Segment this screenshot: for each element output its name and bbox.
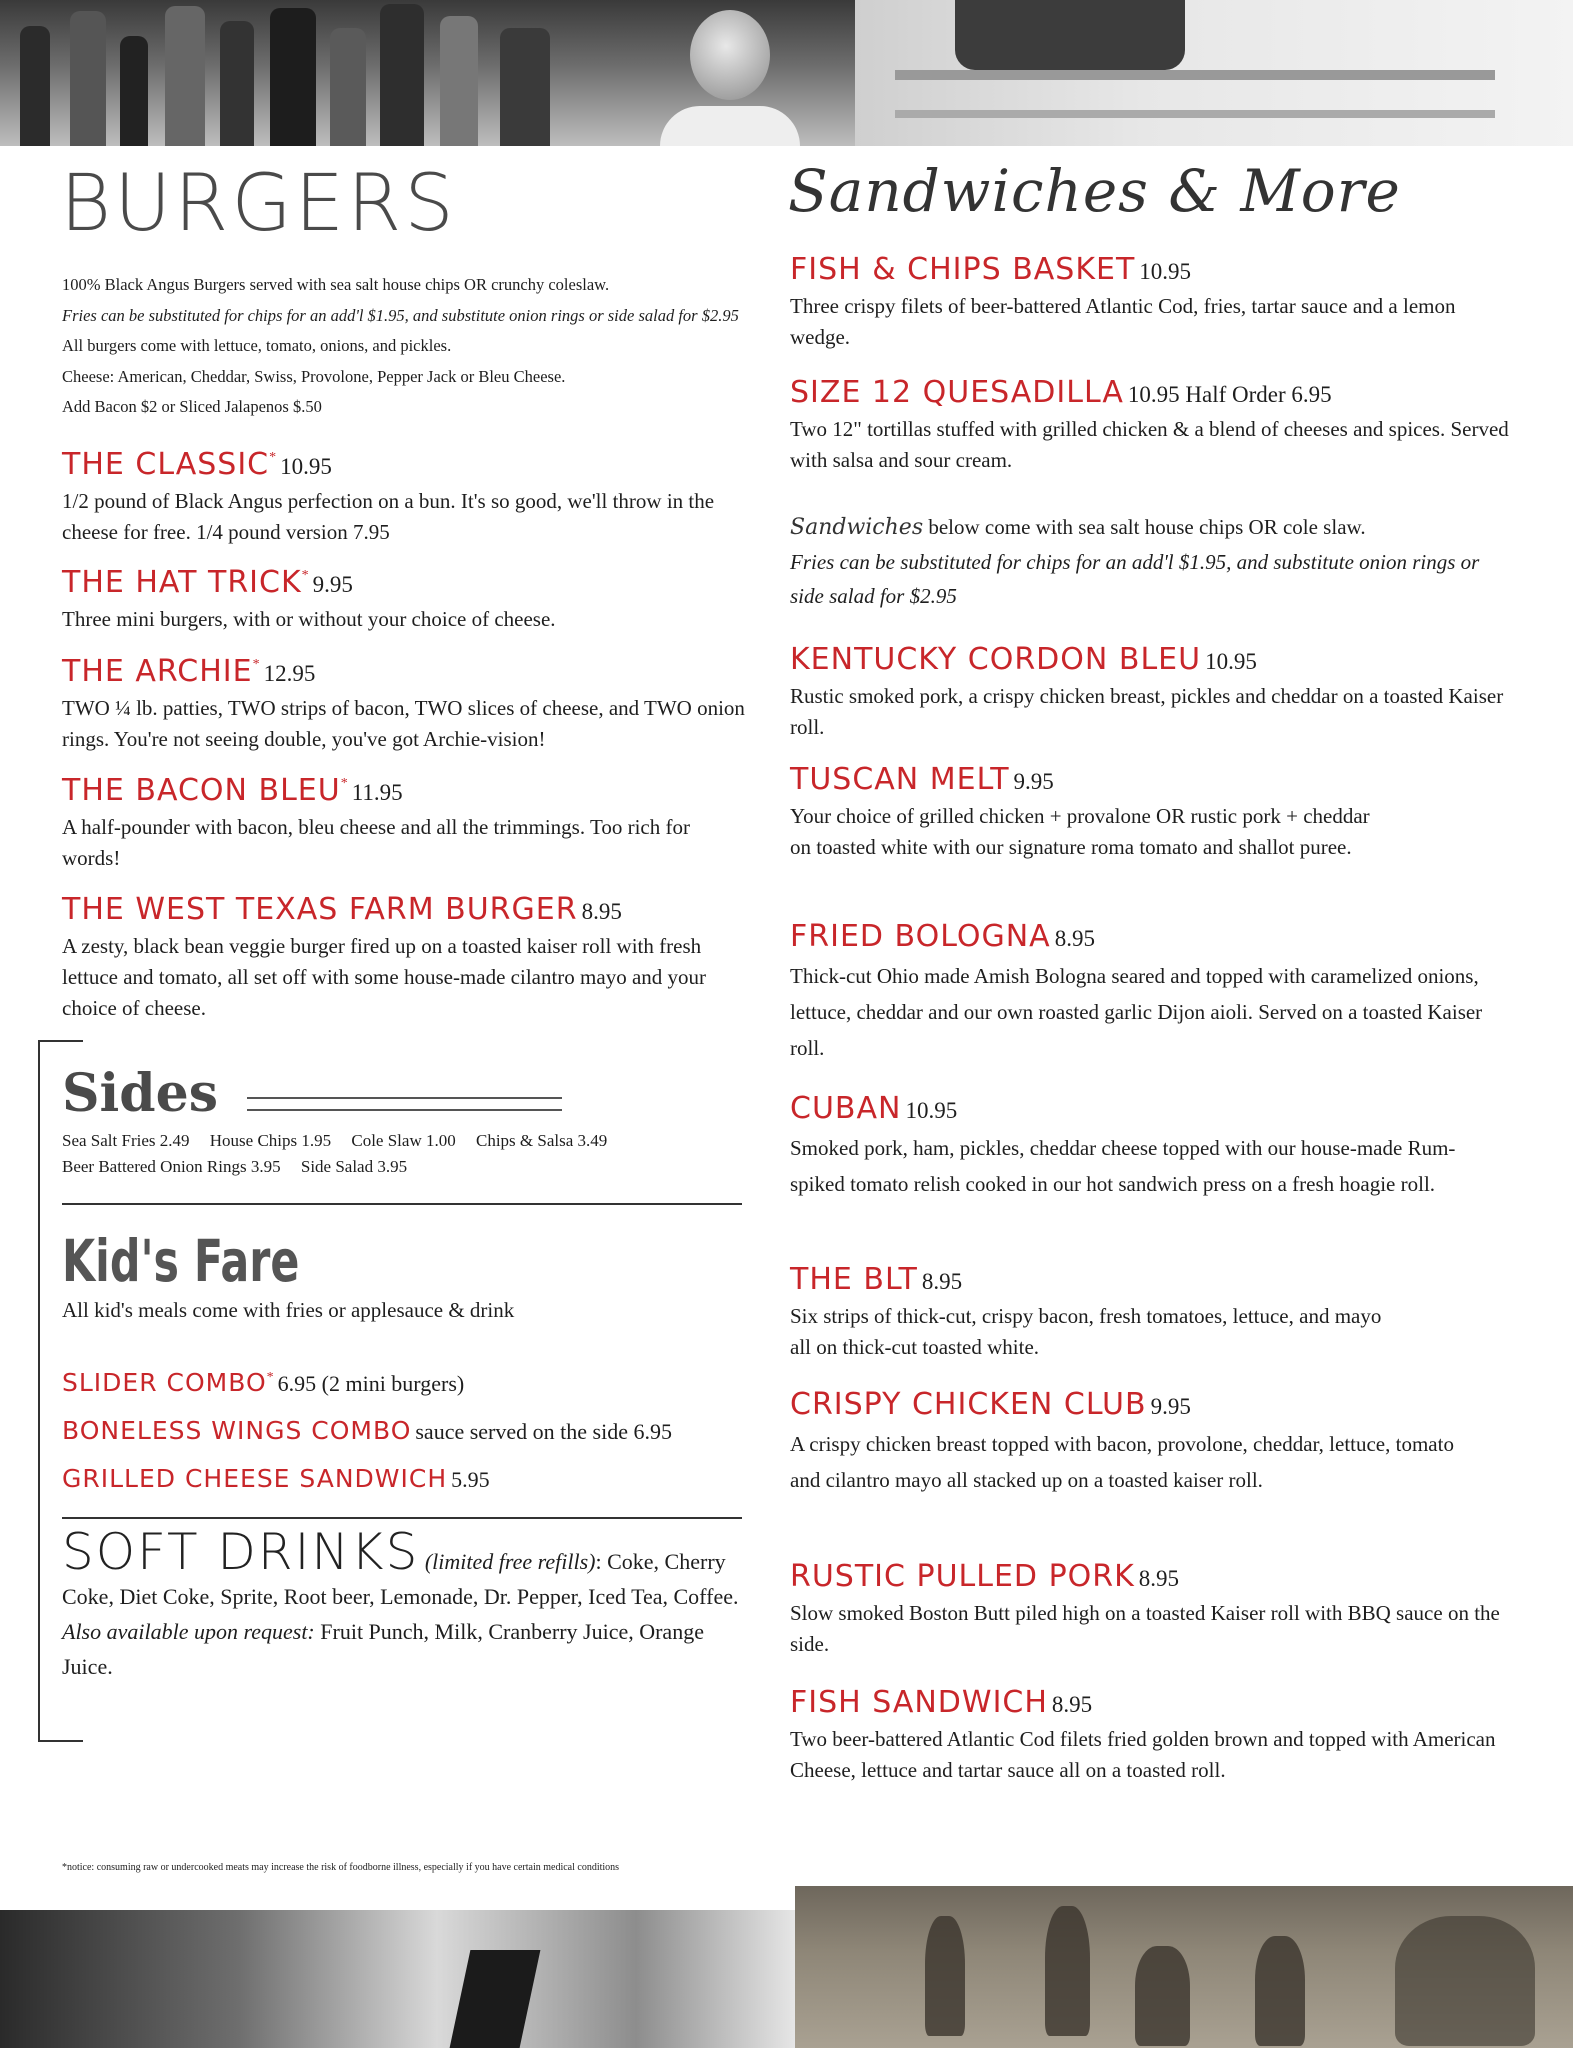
item-name: FISH & CHIPS BASKET	[790, 252, 1136, 287]
item-name: THE WEST TEXAS FARM BURGER	[62, 892, 578, 927]
item-name: CRISPY CHICKEN CLUB	[790, 1387, 1147, 1422]
drinks-refills: (limited free refills)	[424, 1549, 596, 1574]
item-name: FISH SANDWICH	[790, 1685, 1048, 1720]
item-description: 1/2 pound of Black Angus perfection on a bun. It's so good, we'll throw in the cheese for free. 1/4 pound version 7.95	[62, 489, 715, 544]
menu-item	[62, 892, 752, 1024]
drinks-heading: SOFT DRINKS	[62, 1523, 420, 1581]
menu-item	[62, 447, 752, 548]
menu-item	[790, 1685, 1510, 1786]
item-price: 10.95	[1205, 649, 1257, 674]
drinks-also-list: Fruit Punch, Milk, Cranberry Juice, Orange Juice.	[62, 1619, 704, 1679]
menu-item	[790, 375, 1510, 476]
food-safety-notice: *notice: consuming raw or undercooked meats may increase the risk of foodborne illness, especially if you have certain medical conditions	[62, 1862, 620, 1873]
item-name: TUSCAN MELT	[790, 762, 1010, 797]
sandwiches-intro-serving: below come with sea salt house chips OR cole slaw.	[923, 515, 1366, 539]
sides-heading: Sides	[62, 1063, 219, 1124]
sides-list	[62, 1128, 742, 1180]
item-name: BONELESS WINGS COMBO	[62, 1416, 412, 1445]
item-price: 9.95	[1150, 1394, 1191, 1419]
item-price: 6.95 (2 mini burgers)	[277, 1371, 465, 1396]
item-description: Smoked pork, ham, pickles, cheddar cheese topped with our house-made Rum-spiked tomato relish cooked in our hot sandwich press on a fresh hoagie roll.	[790, 1136, 1456, 1196]
side-item: House Chips 1.95	[209, 1131, 332, 1150]
sandwiches-intro-script: Sandwiches	[790, 515, 924, 540]
burgers-intro-toppings: All burgers come with lettuce, tomato, onions, and pickles.	[62, 336, 452, 355]
menu-item	[790, 1559, 1510, 1660]
side-item: Beer Battered Onion Rings 3.95	[62, 1157, 281, 1176]
vintage-football-photo	[795, 1886, 1573, 2048]
item-description: A zesty, black bean veggie burger fired up on a toasted kaiser roll with fresh lettuce and tomato, all set off with some house-made cilantro mayo and your choice of cheese.	[62, 934, 707, 1020]
item-description: Three crispy filets of beer-battered Atlantic Cod, fries, tartar sauce and a lemon wedge.	[790, 294, 1456, 349]
item-marker: *	[252, 657, 260, 672]
item-description: Rustic smoked pork, a crispy chicken breast, pickles and cheddar on a toasted Kaiser roll.	[790, 684, 1504, 739]
side-item: Chips & Salsa 3.49	[475, 1131, 608, 1150]
divider	[62, 1517, 742, 1519]
side-item: Cole Slaw 1.00	[351, 1131, 456, 1150]
item-name: SLIDER COMBO	[62, 1368, 267, 1397]
kid-menu-item	[62, 1418, 672, 1445]
item-description: TWO ¼ lb. patties, TWO strips of bacon, TWO slices of cheese, and TWO onion rings. You're not seeing double, you've got Archie-vision!	[62, 696, 745, 751]
item-price: 9.95	[312, 572, 353, 597]
item-price: 10.95 Half Order 6.95	[1127, 382, 1332, 407]
napkin-photo	[0, 1910, 795, 2048]
item-price: 8.95	[1054, 926, 1095, 951]
drinks-also-label: Also available upon request:	[62, 1619, 315, 1644]
burgers-intro-cheese: Cheese: American, Cheddar, Swiss, Provolone, Pepper Jack or Bleu Cheese.	[62, 366, 566, 386]
item-description: Thick-cut Ohio made Amish Bologna seared and topped with caramelized onions, lettuce, cheddar and our own roasted garlic Dijon aioli. Served on a toasted Kaiser roll.	[790, 964, 1483, 1060]
drinks-list: : Coke, Cherry Coke, Diet Coke, Sprite, Root beer, Lemonade, Dr. Pepper, Iced Tea, Coffee.	[62, 1549, 739, 1609]
item-description: Three mini burgers, with or without your choice of cheese.	[62, 607, 556, 631]
item-price: 8.95	[1051, 1692, 1093, 1717]
burgers-intro-substitutions: Fries can be substituted for chips for an add'l $1.95, and substitute onion rings or side salad for $2.95	[62, 305, 739, 325]
menu-item	[790, 1387, 1510, 1498]
sides-decorative-lines	[247, 1097, 562, 1111]
item-price: 8.95	[581, 899, 622, 924]
menu-item	[790, 642, 1510, 743]
menu-item	[62, 773, 752, 874]
item-marker: *	[301, 568, 309, 583]
menu-item	[62, 565, 752, 635]
menu-item	[790, 1262, 1510, 1363]
sandwiches-heading: Sandwiches & More	[788, 157, 1401, 225]
item-price: 8.95	[921, 1269, 963, 1294]
kid-menu-item	[62, 1370, 464, 1397]
item-marker: *	[340, 776, 348, 791]
item-name: GRILLED CHEESE SANDWICH	[62, 1464, 448, 1493]
menu-item	[790, 919, 1510, 1066]
burgers-intro	[62, 270, 742, 423]
item-marker: *	[269, 450, 277, 465]
item-description: A crispy chicken breast topped with bacon, provolone, cheddar, lettuce, tomato and cilantro mayo all stacked up on a toasted kaiser roll.	[790, 1432, 1454, 1492]
item-price: 11.95	[351, 780, 403, 805]
divider	[62, 1203, 742, 1205]
item-description: Slow smoked Boston Butt piled high on a toasted Kaiser roll with BBQ sauce on the side.	[790, 1601, 1500, 1656]
menu-item	[62, 654, 752, 755]
side-item: Side Salad 3.95	[300, 1157, 408, 1176]
side-item: Sea Salt Fries 2.49	[62, 1131, 190, 1150]
item-description: Six strips of thick-cut, crispy bacon, fresh tomatoes, lettuce, and mayo all on thick-cut toasted white.	[790, 1304, 1382, 1359]
sandwiches-intro	[790, 510, 1510, 613]
item-price: sauce served on the side 6.95	[415, 1419, 672, 1444]
item-price: 10.95	[1139, 259, 1192, 284]
kids-heading: Kid's Fare	[62, 1227, 300, 1295]
item-name: SIZE 12 QUESADILLA	[790, 375, 1124, 410]
item-price: 10.95	[280, 454, 332, 479]
bracket-top	[38, 1040, 83, 1042]
grill-photo	[855, 0, 1573, 146]
item-name: THE CLASSIC	[62, 447, 270, 482]
item-price: 9.95	[1013, 769, 1054, 794]
item-price: 8.95	[1138, 1566, 1180, 1591]
item-description: Your choice of grilled chicken + provalone OR rustic pork + cheddar on toasted white with our signature roma tomato and shallot puree.	[790, 804, 1370, 859]
bracket-bottom	[38, 1740, 83, 1742]
item-description: A half-pounder with bacon, bleu cheese and all the trimmings. Too rich for words!	[62, 815, 690, 870]
burgers-intro-addons: Add Bacon $2 or Sliced Jalapenos $.50	[62, 397, 322, 416]
item-name: RUSTIC PULLED PORK	[790, 1559, 1135, 1594]
item-name: CUBAN	[790, 1091, 902, 1126]
item-price: 10.95	[905, 1098, 958, 1123]
sandwiches-intro-substitutions: Fries can be substituted for chips for an add'l $1.95, and substitute onion rings or side salad for $2.95	[790, 550, 1480, 608]
kids-subtitle: All kid's meals come with fries or applesauce & drink	[62, 1298, 515, 1322]
item-price: 5.95	[451, 1467, 490, 1492]
item-name: THE HAT TRICK	[62, 565, 302, 600]
menu-item	[790, 252, 1510, 353]
item-name: THE BLT	[790, 1262, 918, 1297]
item-name: FRIED BOLOGNA	[790, 919, 1051, 954]
item-name: KENTUCKY CORDON BLEU	[790, 642, 1202, 677]
kid-menu-item	[62, 1466, 490, 1493]
menu-item	[790, 1091, 1510, 1202]
item-name: THE BACON BLEU	[62, 773, 341, 808]
item-price: 12.95	[263, 661, 316, 686]
bar-bottles-photo	[0, 0, 855, 146]
item-marker: *	[266, 1370, 274, 1385]
item-description: Two beer-battered Atlantic Cod filets fried golden brown and topped with American Cheese, lettuce and tartar sauce all on a toasted roll.	[790, 1727, 1496, 1782]
item-description: Two 12" tortillas stuffed with grilled chicken & a blend of cheeses and spices. Served with salsa and sour cream.	[790, 417, 1509, 472]
burgers-intro-serving: 100% Black Angus Burgers served with sea salt house chips OR crunchy coleslaw.	[62, 275, 610, 294]
item-name: THE ARCHIE	[62, 654, 253, 689]
soft-drinks	[62, 1523, 752, 1684]
burgers-heading: BURGERS	[60, 159, 457, 249]
menu-item	[790, 762, 1510, 863]
